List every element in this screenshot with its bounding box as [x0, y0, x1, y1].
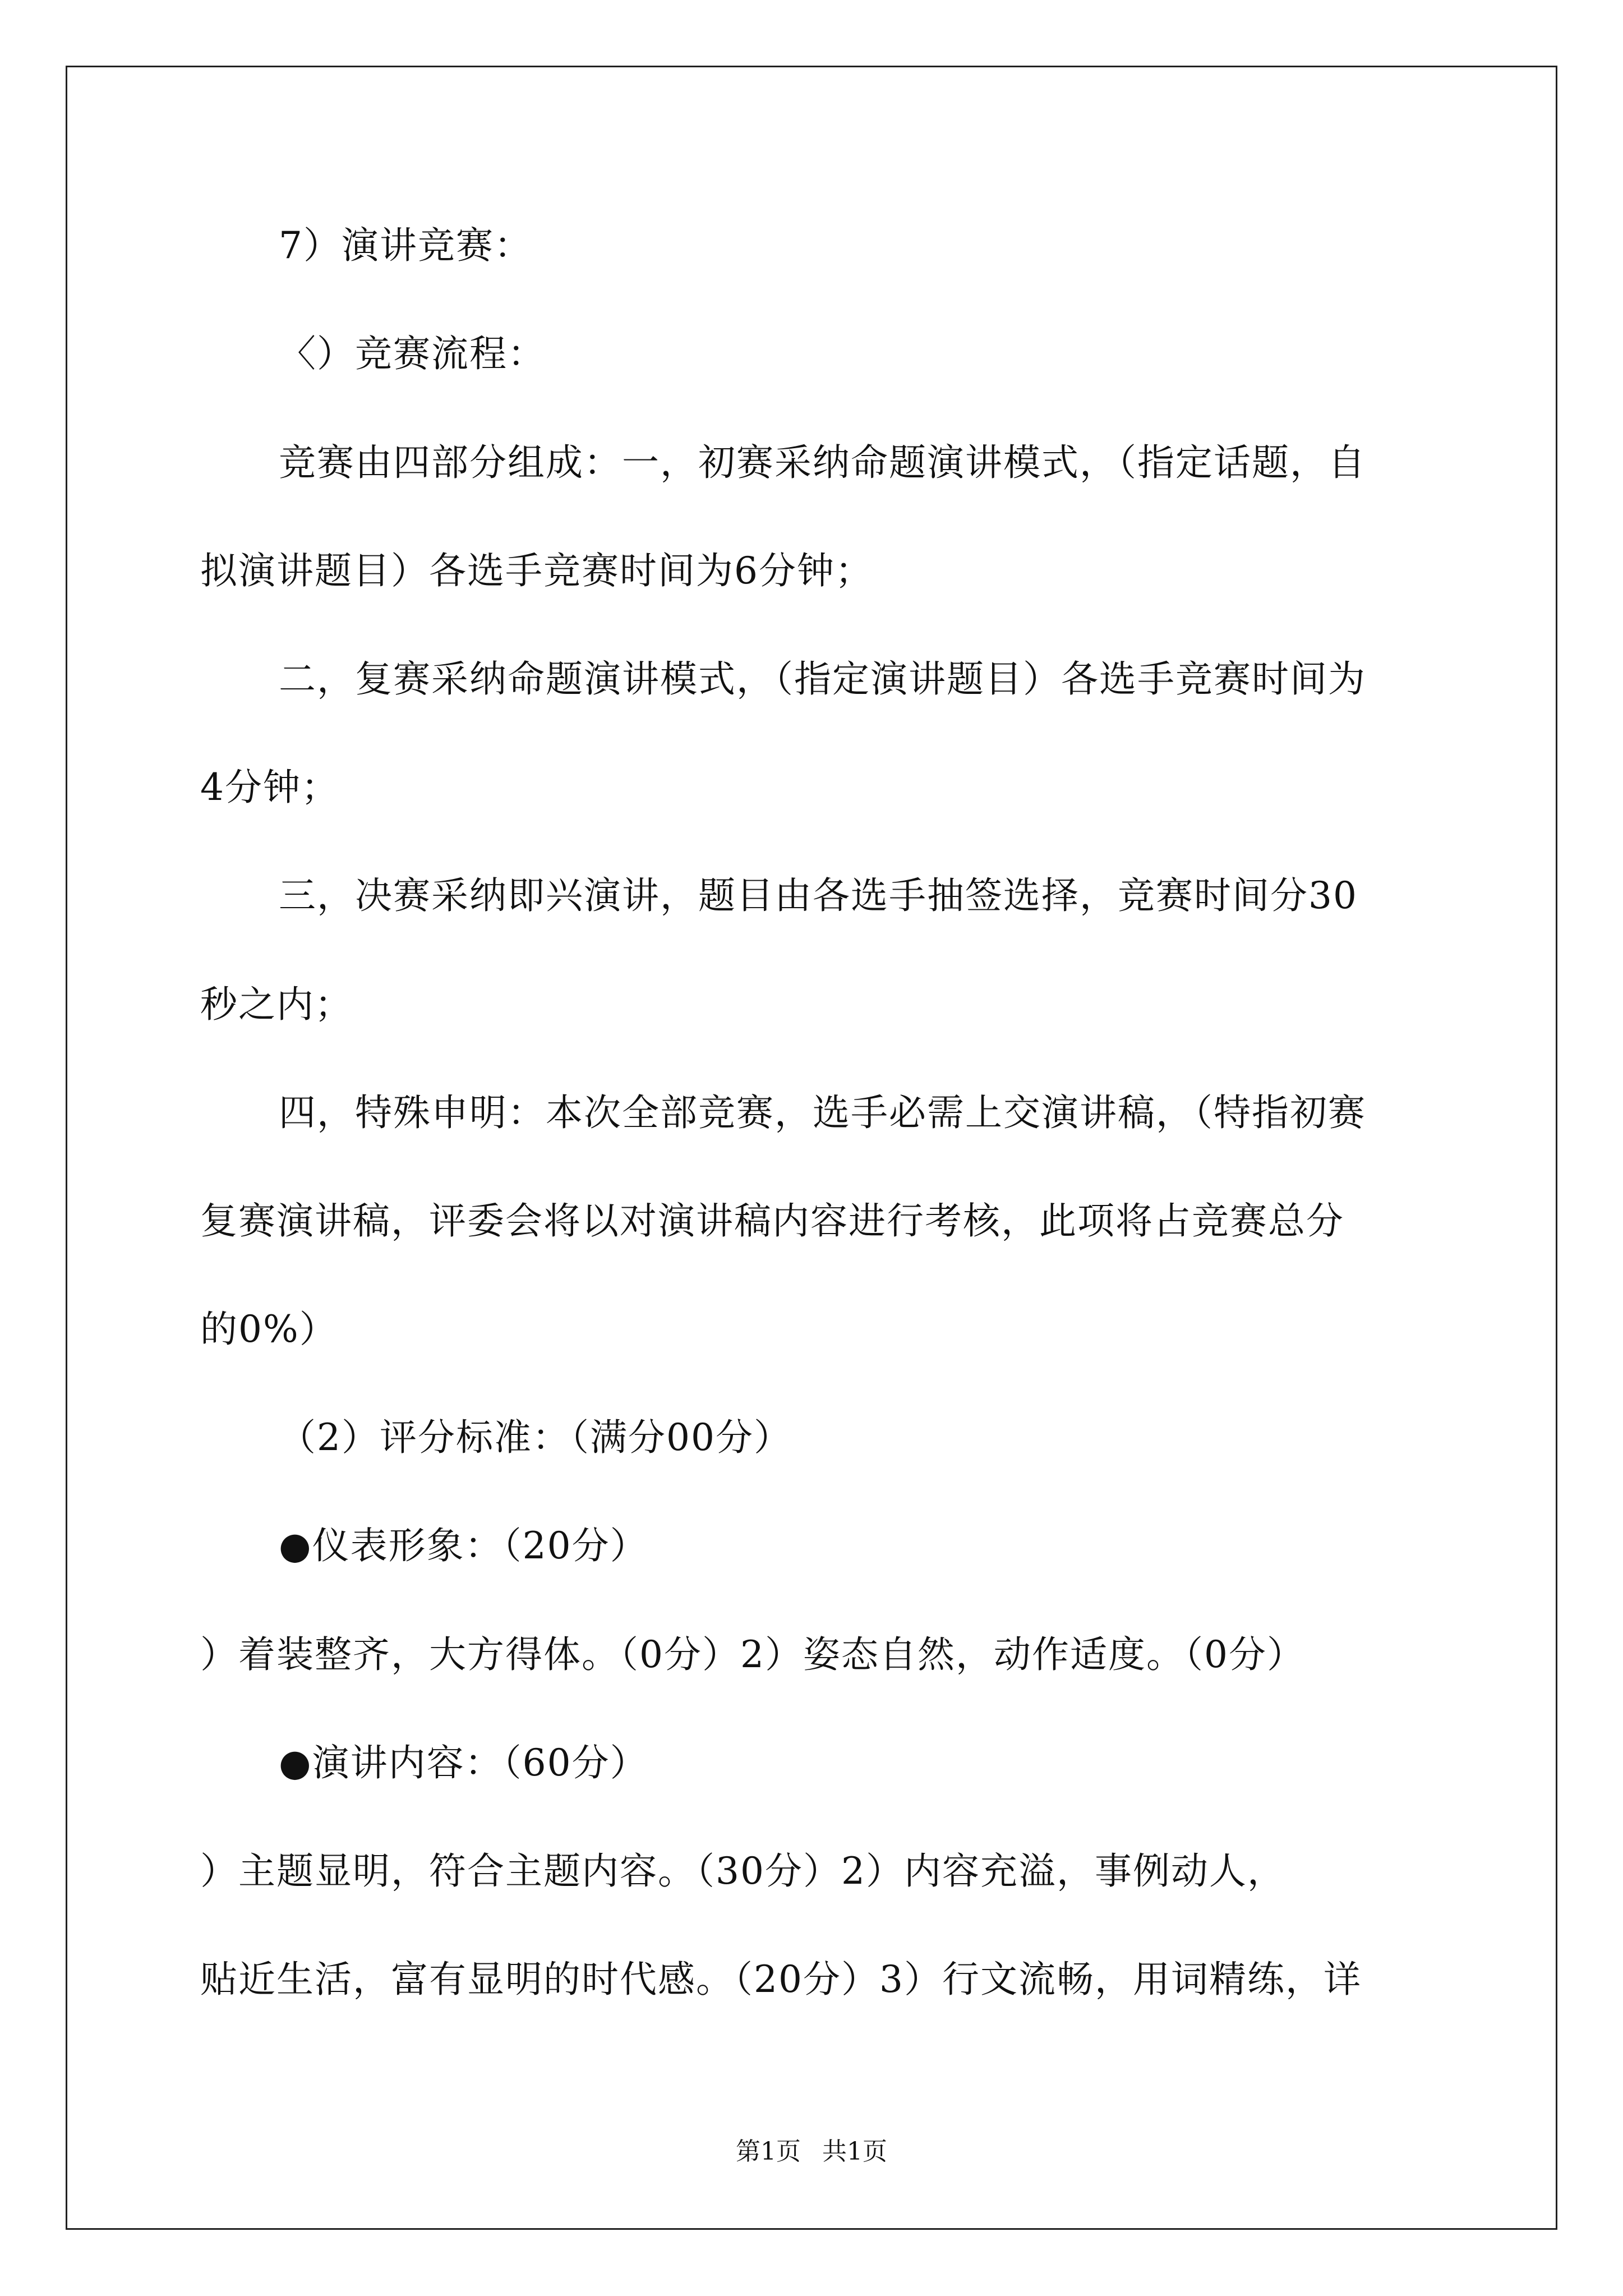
page-footer [0, 2135, 1623, 2169]
paragraph-line: 二，复赛采纳命题演讲模式，（指定演讲题目）各选手竞赛时间为 [279, 657, 1366, 701]
paragraph-line: 贴近生活，富有显明的时代感。（20分）3）行文流畅，用词精练，详 [200, 1958, 1362, 2001]
heading-contest-process: 〈）竞赛流程： [279, 332, 546, 375]
page-number: 第1页 [736, 2137, 801, 2166]
paragraph-line: 秒之内； [200, 983, 353, 1026]
heading-speech-contest: 7）演讲竞赛： [279, 224, 532, 267]
paragraph-line: 三，决赛采纳即兴演讲，题目由各选手抽签选择，竞赛时间分30 [279, 874, 1358, 917]
paragraph-line: 复赛演讲稿，评委会将以对演讲稿内容进行考核，此项将占竞赛总分 [200, 1199, 1344, 1243]
heading-scoring-criteria: （2）评分标准：（满分00分） [279, 1416, 792, 1459]
page-border [66, 66, 1557, 2230]
paragraph-line: 拟演讲题目）各选手竞赛时间为6分钟； [200, 549, 873, 592]
page-total: 共1页 [822, 2137, 887, 2166]
paragraph-line: ）主题显明，符合主题内容。（30分）2）内容充溢，事例动人， [200, 1849, 1285, 1893]
bullet-appearance: ●仪表形象：（20分） [279, 1524, 648, 1567]
paragraph-line: 四，特殊申明：本次全部竞赛，选手必需上交演讲稿，（特指初赛 [279, 1091, 1366, 1134]
paragraph-line: 4分钟； [200, 766, 339, 809]
paragraph-line: ）着装整齐，大方得体。（0分）2）姿态自然，动作适度。（0分） [200, 1633, 1305, 1676]
bullet-speech-content: ●演讲内容：（60分） [279, 1741, 648, 1784]
paragraph-line: 竞赛由四部分组成：一，初赛采纳命题演讲模式，（指定话题，自 [279, 441, 1366, 484]
paragraph-line: 的0%） [200, 1308, 338, 1351]
